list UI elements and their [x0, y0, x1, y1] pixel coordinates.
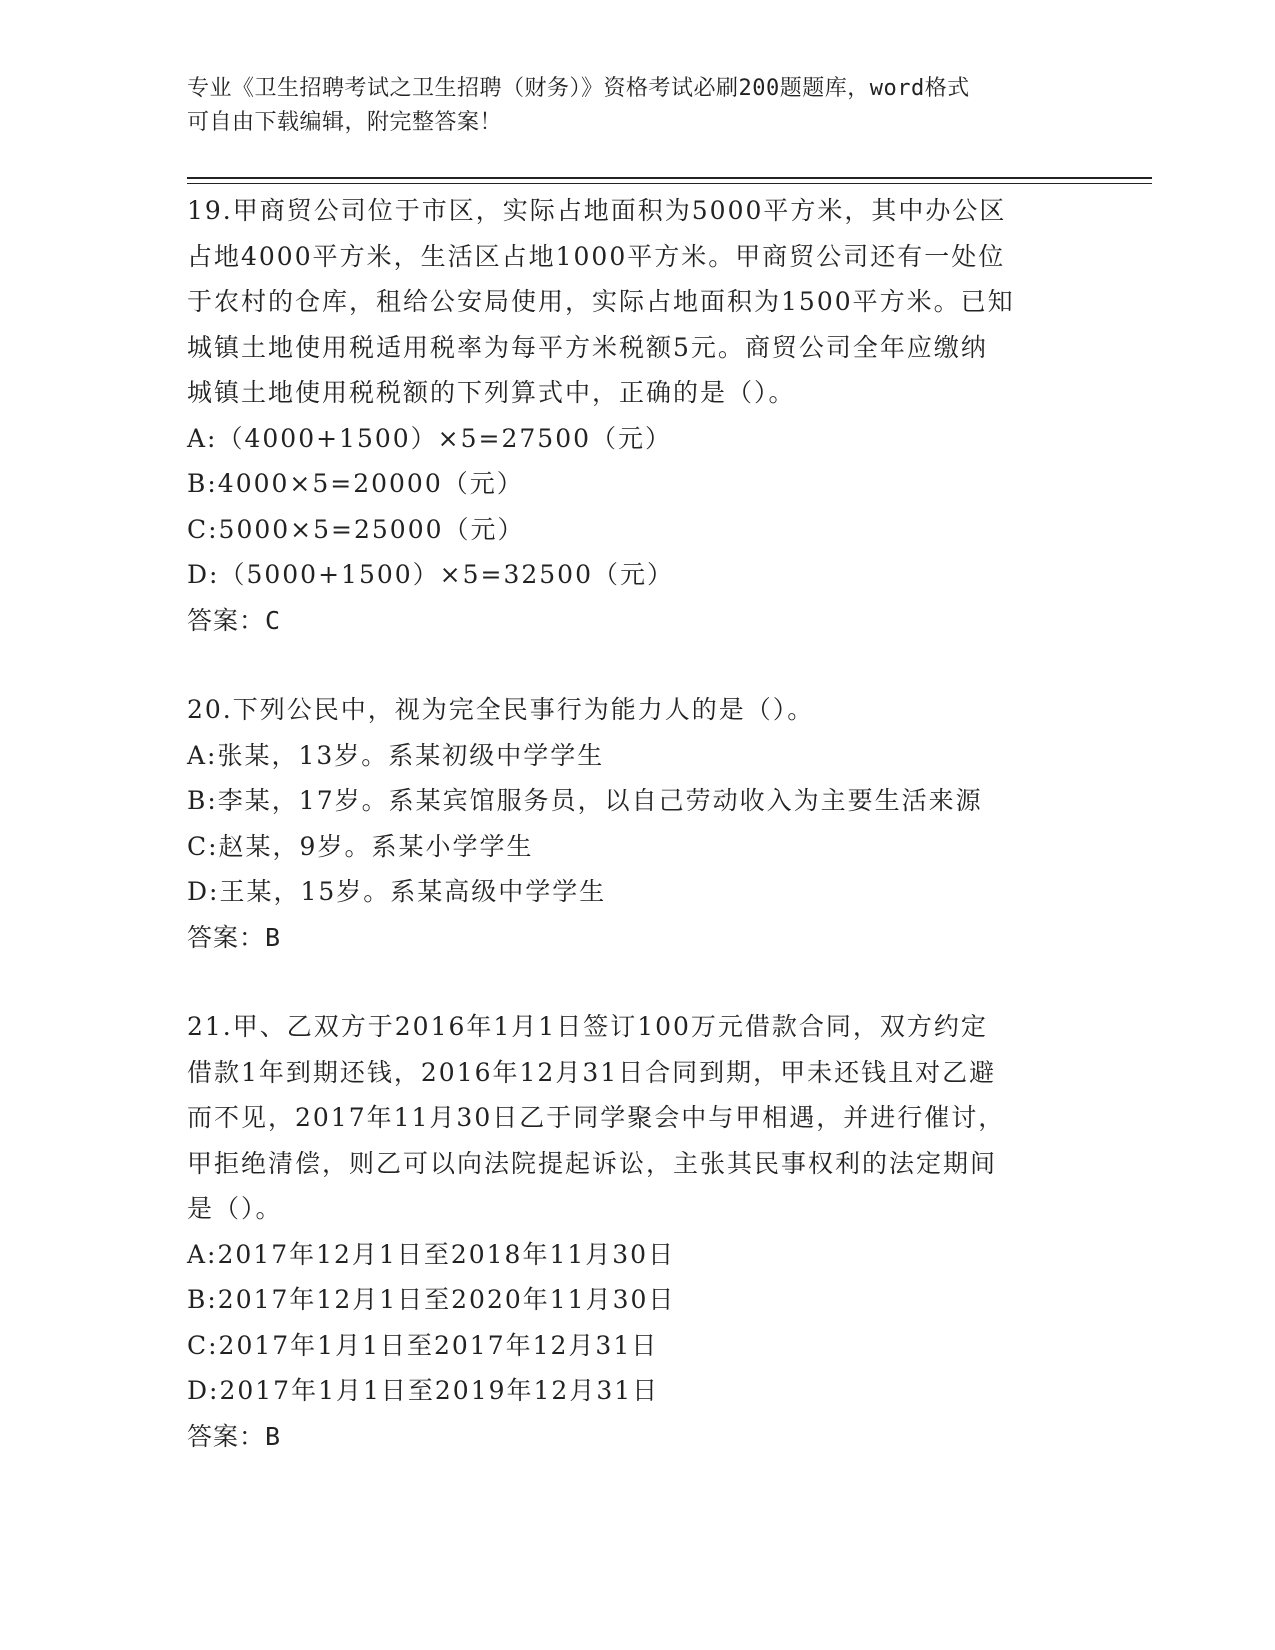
question-20 [187, 687, 1087, 960]
option-c: C:5000×5=25000（元） [187, 514, 525, 544]
answer-label: 答案：B [187, 922, 282, 952]
answer-label: 答案：C [187, 605, 282, 635]
question-stem-line: 城镇土地使用税税额的下列算式中，正确的是（）。 [187, 378, 796, 407]
option-b: B:李某，17岁。系某宾馆服务员，以自己劳动收入为主要生活来源 [187, 786, 983, 815]
option-d: D:2017年1月1日至2019年12月31日 [187, 1376, 660, 1405]
question-stem-line: 是（）。 [187, 1194, 283, 1223]
option-a: A:2017年12月1日至2018年11月30日 [187, 1239, 676, 1269]
question-stem-line: 21.甲、乙双方于2016年1月1日签订100万元借款合同，双方约定 [187, 1012, 988, 1041]
question-stem-line: 而不见，2017年11月30日乙于同学聚会中与甲相遇，并进行催讨， [187, 1103, 1006, 1132]
question-stem-line: 19.甲商贸公司位于市区，实际占地面积为5000平方米，其中办公区 [187, 196, 1007, 225]
question-stem-line: 甲拒绝清偿，则乙可以向法院提起诉讼，主张其民事权利的法定期间 [187, 1148, 998, 1178]
question-stem-line: 借款1年到期还钱，2016年12月31日合同到期，甲未还钱且对乙避 [187, 1057, 997, 1087]
header-line-1: 专业《卫生招聘考试之卫生招聘（财务）》资格考试必刷200题题库，word格式 [187, 76, 970, 101]
question-21 [187, 1004, 1087, 1459]
question-19 [187, 188, 1087, 643]
question-list [187, 188, 1087, 1503]
option-a: A:（4000+1500）×5=27500（元） [187, 423, 672, 453]
header-line-2: 可自由下载编辑，附完整答案！ [187, 110, 503, 135]
option-d: D:王某，15岁。系某高级中学学生 [187, 877, 607, 906]
option-b: B:2017年12月1日至2020年11月30日 [187, 1285, 676, 1314]
option-c: C:2017年1月1日至2017年12月31日 [187, 1330, 659, 1360]
document-header [187, 72, 1087, 140]
option-d: D:（5000+1500）×5=32500（元） [187, 560, 674, 589]
option-b: B:4000×5=20000（元） [187, 469, 524, 498]
option-a: A:张某，13岁。系某初级中学学生 [187, 740, 605, 770]
header-divider-thick [187, 177, 1152, 179]
question-stem-line: 20.下列公民中，视为完全民事行为能力人的是（）。 [187, 695, 815, 724]
question-stem-line: 占地4000平方米，生活区占地1000平方米。甲商贸公司还有一处位 [187, 241, 1006, 271]
header-divider-thin [187, 183, 1152, 184]
question-stem-line: 于农村的仓库，租给公安局使用，实际占地面积为1500平方米。已知 [187, 287, 1015, 316]
option-c: C:赵某，9岁。系某小学学生 [187, 831, 534, 861]
answer-label: 答案：B [187, 1421, 282, 1451]
question-stem-line: 城镇土地使用税适用税率为每平方米税额5元。商贸公司全年应缴纳 [187, 332, 988, 362]
